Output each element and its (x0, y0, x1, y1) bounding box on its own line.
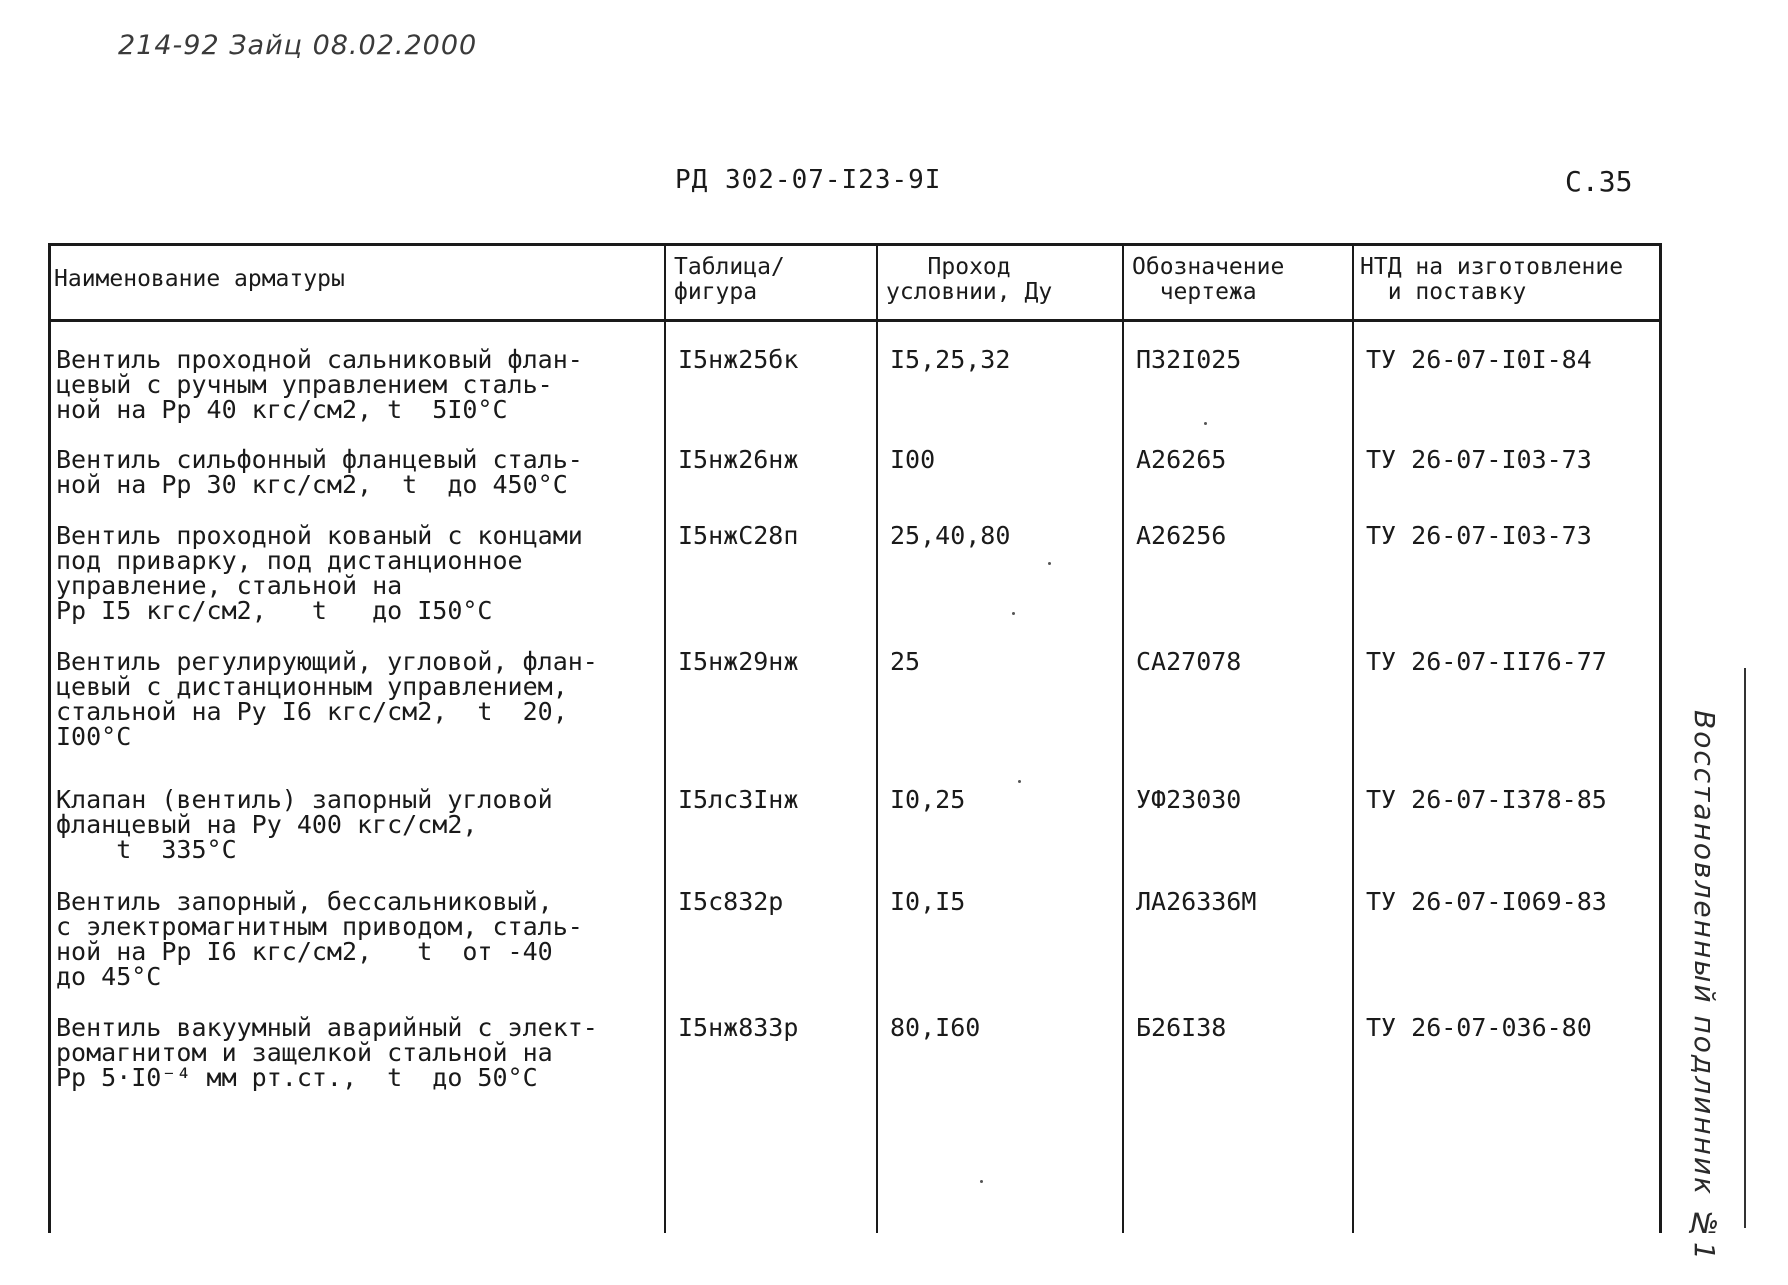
nominal-diameter: 25 (890, 647, 921, 676)
scan-speck (1012, 612, 1015, 615)
fitting-name: Вентиль сильфонный фланцевый сталь- ной на Рр 30 кгс/см2, t до 450°С (56, 445, 583, 499)
header-divider (48, 319, 1662, 322)
side-divider (1744, 668, 1746, 1228)
page-number: С.35 (1565, 165, 1633, 198)
figure-code: I5нж25бк (678, 345, 799, 374)
drawing-number: УФ23030 (1136, 785, 1242, 814)
column-header-dn: Проход условнии, Ду (886, 254, 1053, 305)
ntd-spec: ТУ 26-07-I03-73 (1366, 521, 1592, 550)
column-header-figure: Таблица/ фигура (674, 254, 785, 305)
figure-code: I5нжС28п (678, 521, 799, 550)
column-divider (1122, 243, 1124, 1233)
side-note: Восстановленный подлинник №1 (1688, 710, 1721, 1262)
nominal-diameter: I00 (890, 445, 936, 474)
figure-code: I5с832р (678, 887, 784, 916)
nominal-diameter: I0,I5 (890, 887, 966, 916)
ntd-spec: ТУ 26-07-I03-73 (1366, 445, 1592, 474)
ntd-spec: ТУ 26-07-I0I-84 (1366, 345, 1592, 374)
fitting-name: Вентиль вакуумный аварийный с элект- ромагнитом и защелкой стальной на Рр 5·I0⁻⁴ мм рт.ст., t до 50°С (56, 1013, 598, 1092)
figure-code: I5нж29нж (678, 647, 799, 676)
column-header-ntd: НТД на изготовление и поставку (1360, 254, 1624, 305)
fitting-name: Вентиль запорный, бессальниковый, с электромагнитным приводом, сталь- ной на Рр I6 кгс/см2, t от -40 до 45°С (56, 887, 583, 991)
scan-speck (1048, 562, 1051, 565)
scan-speck (1018, 780, 1021, 783)
drawing-number: Б26I38 (1136, 1013, 1227, 1042)
scan-speck (1204, 422, 1207, 425)
nominal-diameter: 80,I60 (890, 1013, 981, 1042)
fitting-name: Вентиль регулирующий, угловой, флан- цевый с дистанционным управлением, стальной на Ру I6 кгс/см2, t 20, I00°С (56, 647, 598, 751)
fitting-name: Вентиль проходной кованый с концами под приварку, под дистанционное управление, стальной на Рр I5 кгс/см2, t до I50°С (56, 521, 583, 625)
handwritten-note: 214-92 Зайц 08.02.2000 (118, 30, 478, 61)
ntd-spec: ТУ 26-07-II76-77 (1366, 647, 1607, 676)
fitting-name: Клапан (вентиль) запорный угловой фланцевый на Ру 400 кгс/см2, t 335°С (56, 785, 553, 864)
fitting-name: Вентиль проходной сальниковый флан- цевый с ручным управлением сталь- ной на Рр 40 кгс/см2, t 5I0°С (56, 345, 583, 424)
column-divider (1352, 243, 1354, 1233)
figure-code: I5нж26нж (678, 445, 799, 474)
figure-code: I5лс3Iнж (678, 785, 799, 814)
drawing-number: П32I025 (1136, 345, 1242, 374)
column-header-name: Наименование арматуры (54, 266, 345, 292)
fittings-table (48, 243, 1662, 1233)
document-code: РД 302-07-I23-9I (675, 165, 942, 195)
column-header-drawing: Обозначение чертежа (1132, 254, 1285, 305)
nominal-diameter: 25,40,80 (890, 521, 1011, 550)
scan-speck (980, 1180, 983, 1183)
column-divider (876, 243, 878, 1233)
drawing-number: ЛА26336М (1136, 887, 1257, 916)
drawing-number: СА27078 (1136, 647, 1242, 676)
drawing-number: А26265 (1136, 445, 1227, 474)
figure-code: I5нж833р (678, 1013, 799, 1042)
nominal-diameter: I5,25,32 (890, 345, 1011, 374)
ntd-spec: ТУ 26-07-I378-85 (1366, 785, 1607, 814)
nominal-diameter: I0,25 (890, 785, 966, 814)
column-divider (664, 243, 666, 1233)
ntd-spec: ТУ 26-07-036-80 (1366, 1013, 1592, 1042)
drawing-number: А26256 (1136, 521, 1227, 550)
ntd-spec: ТУ 26-07-I069-83 (1366, 887, 1607, 916)
